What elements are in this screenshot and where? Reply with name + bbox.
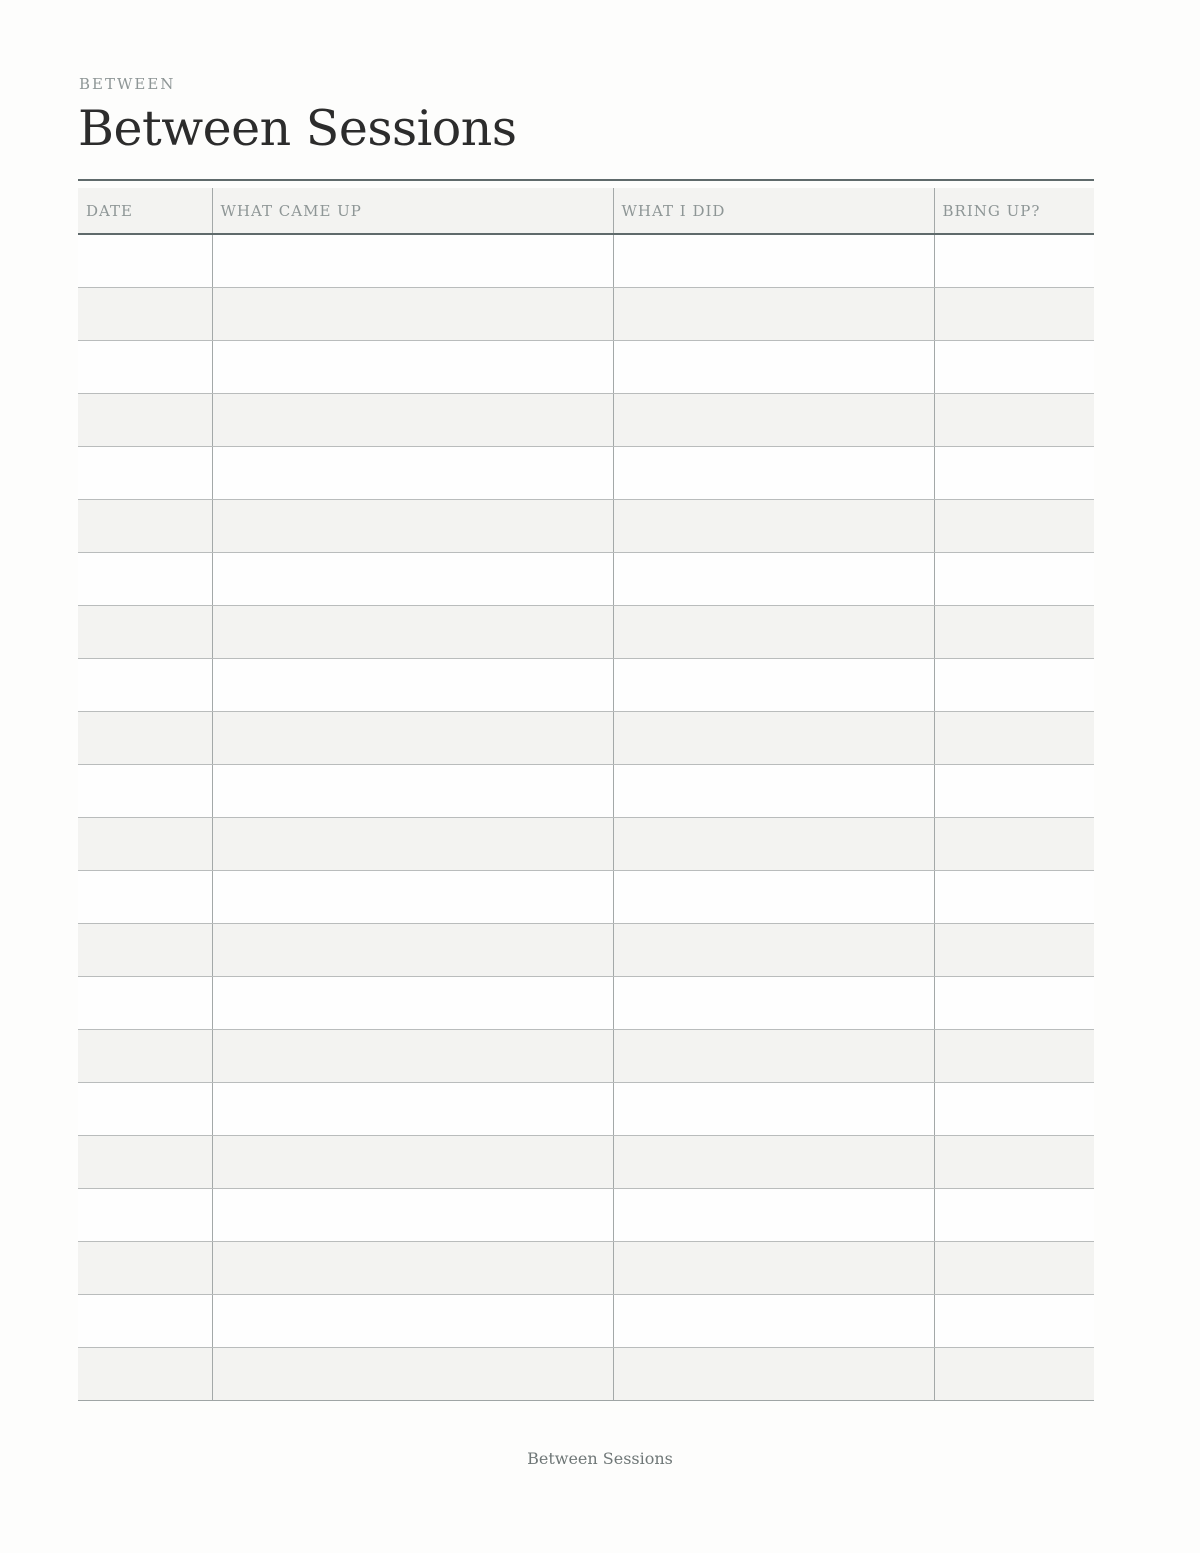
what-i-did-cell	[613, 1242, 934, 1295]
what-came-up-cell	[212, 1189, 613, 1242]
date-cell	[78, 553, 212, 606]
date-cell	[78, 977, 212, 1030]
what-came-up-cell	[212, 924, 613, 977]
what-i-did-cell	[613, 234, 934, 288]
what-came-up-cell	[212, 977, 613, 1030]
bring-up-cell	[934, 924, 1094, 977]
column-header-date: DATE	[78, 188, 212, 234]
bring-up-cell	[934, 500, 1094, 553]
what-came-up-cell	[212, 341, 613, 394]
bring-up-cell	[934, 447, 1094, 500]
date-cell	[78, 234, 212, 288]
what-came-up-cell	[212, 712, 613, 765]
what-i-did-cell	[613, 977, 934, 1030]
table-row	[78, 871, 1094, 924]
bring-up-cell	[934, 659, 1094, 712]
date-cell	[78, 871, 212, 924]
date-cell	[78, 1136, 212, 1189]
bring-up-cell	[934, 1295, 1094, 1348]
date-cell	[78, 1083, 212, 1136]
table-row	[78, 234, 1094, 288]
date-cell	[78, 1348, 212, 1401]
what-i-did-cell	[613, 447, 934, 500]
what-i-did-cell	[613, 606, 934, 659]
what-came-up-cell	[212, 1030, 613, 1083]
bring-up-cell	[934, 871, 1094, 924]
bring-up-cell	[934, 1242, 1094, 1295]
what-i-did-cell	[613, 1083, 934, 1136]
what-came-up-cell	[212, 1083, 613, 1136]
table-row	[78, 606, 1094, 659]
what-came-up-cell	[212, 234, 613, 288]
what-i-did-cell	[613, 818, 934, 871]
table-row	[78, 288, 1094, 341]
date-cell	[78, 1242, 212, 1295]
what-came-up-cell	[212, 765, 613, 818]
eyebrow-label: BETWEEN	[79, 75, 176, 93]
column-header-what-i-did: WHAT I DID	[613, 188, 934, 234]
date-cell	[78, 924, 212, 977]
bring-up-cell	[934, 288, 1094, 341]
what-i-did-cell	[613, 1136, 934, 1189]
table-row	[78, 1242, 1094, 1295]
what-i-did-cell	[613, 288, 934, 341]
what-came-up-cell	[212, 659, 613, 712]
what-came-up-cell	[212, 1136, 613, 1189]
what-came-up-cell	[212, 1295, 613, 1348]
bring-up-cell	[934, 1030, 1094, 1083]
table-row	[78, 553, 1094, 606]
table-row	[78, 447, 1094, 500]
what-i-did-cell	[613, 394, 934, 447]
date-cell	[78, 659, 212, 712]
bring-up-cell	[934, 1083, 1094, 1136]
table-row	[78, 924, 1094, 977]
date-cell	[78, 1030, 212, 1083]
what-i-did-cell	[613, 553, 934, 606]
what-came-up-cell	[212, 606, 613, 659]
date-cell	[78, 818, 212, 871]
table-row	[78, 659, 1094, 712]
table-row	[78, 765, 1094, 818]
bring-up-cell	[934, 1189, 1094, 1242]
date-cell	[78, 606, 212, 659]
table-row	[78, 394, 1094, 447]
table-row	[78, 977, 1094, 1030]
date-cell	[78, 288, 212, 341]
what-i-did-cell	[613, 765, 934, 818]
what-came-up-cell	[212, 1242, 613, 1295]
date-cell	[78, 500, 212, 553]
column-header-bring-up: BRING UP?	[934, 188, 1094, 234]
bring-up-cell	[934, 341, 1094, 394]
bring-up-cell	[934, 765, 1094, 818]
date-cell	[78, 341, 212, 394]
date-cell	[78, 1295, 212, 1348]
what-i-did-cell	[613, 341, 934, 394]
table-row	[78, 1189, 1094, 1242]
what-i-did-cell	[613, 659, 934, 712]
session-log-table	[78, 188, 1094, 1401]
what-came-up-cell	[212, 871, 613, 924]
what-came-up-cell	[212, 447, 613, 500]
what-came-up-cell	[212, 500, 613, 553]
table-row	[78, 818, 1094, 871]
table-row	[78, 1295, 1094, 1348]
bring-up-cell	[934, 394, 1094, 447]
bring-up-cell	[934, 1348, 1094, 1401]
what-i-did-cell	[613, 924, 934, 977]
table-row	[78, 1083, 1094, 1136]
what-came-up-cell	[212, 288, 613, 341]
bring-up-cell	[934, 234, 1094, 288]
table-row	[78, 1136, 1094, 1189]
date-cell	[78, 1189, 212, 1242]
bring-up-cell	[934, 553, 1094, 606]
bring-up-cell	[934, 977, 1094, 1030]
page-title: Between Sessions	[78, 100, 517, 157]
what-came-up-cell	[212, 818, 613, 871]
bring-up-cell	[934, 712, 1094, 765]
date-cell	[78, 447, 212, 500]
what-i-did-cell	[613, 1348, 934, 1401]
what-came-up-cell	[212, 394, 613, 447]
table-row	[78, 341, 1094, 394]
bring-up-cell	[934, 606, 1094, 659]
bring-up-cell	[934, 818, 1094, 871]
table-body	[78, 234, 1094, 1401]
title-rule	[78, 179, 1094, 181]
table-row	[78, 1030, 1094, 1083]
page-footer: Between Sessions	[527, 1449, 673, 1468]
what-i-did-cell	[613, 1030, 934, 1083]
date-cell	[78, 712, 212, 765]
what-came-up-cell	[212, 553, 613, 606]
table-row	[78, 500, 1094, 553]
date-cell	[78, 765, 212, 818]
bring-up-cell	[934, 1136, 1094, 1189]
what-i-did-cell	[613, 1189, 934, 1242]
what-i-did-cell	[613, 871, 934, 924]
table-row	[78, 712, 1094, 765]
what-came-up-cell	[212, 1348, 613, 1401]
table-row	[78, 1348, 1094, 1401]
what-i-did-cell	[613, 712, 934, 765]
table-header-row	[78, 188, 1094, 234]
what-i-did-cell	[613, 1295, 934, 1348]
date-cell	[78, 394, 212, 447]
column-header-what-came-up: WHAT CAME UP	[212, 188, 613, 234]
what-i-did-cell	[613, 500, 934, 553]
